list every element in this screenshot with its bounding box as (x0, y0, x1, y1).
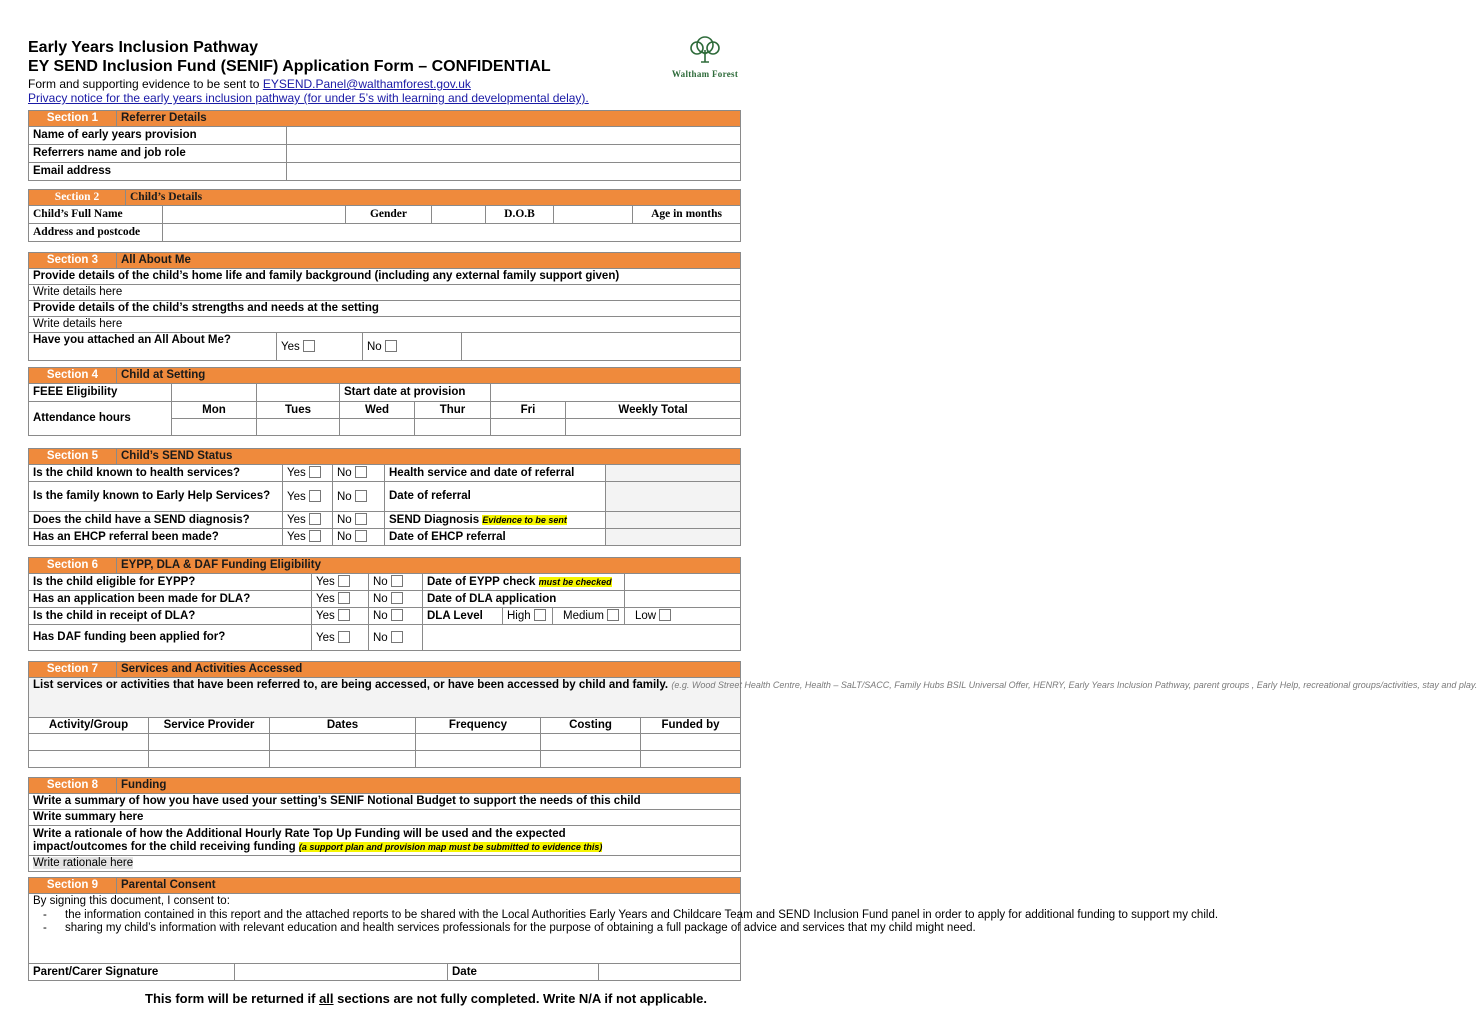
no-checkbox[interactable] (391, 592, 403, 604)
ehcp-yes[interactable] (283, 529, 333, 546)
health-referral-field[interactable] (606, 465, 741, 482)
yes-label: Yes (281, 340, 300, 353)
no-checkbox[interactable] (391, 631, 403, 643)
frequency-cell[interactable] (416, 734, 541, 751)
consent-item: - sharing my child’s information with relevant education and health services professionals for the purpose of obtaining a full package of advice and services that my child might need. (33, 922, 736, 936)
dla-receipt-question: Is the child in receipt of DLA? (29, 608, 312, 625)
no-label: No (373, 610, 388, 622)
yes-checkbox[interactable] (309, 513, 321, 525)
early-help-question: Is the family known to Early Help Services? (29, 482, 283, 512)
day-fri: Fri (491, 402, 566, 419)
day-thur: Thur (415, 402, 491, 419)
referrer-name-field[interactable] (287, 145, 741, 163)
strengths-answer[interactable]: Write details here (29, 317, 741, 333)
no-label: No (337, 467, 352, 479)
health-referral-label: Health service and date of referral (385, 465, 606, 482)
costing-cell[interactable] (541, 734, 641, 751)
no-label: No (367, 340, 382, 353)
funded-by-cell[interactable] (641, 751, 741, 768)
rationale-answer[interactable] (29, 856, 741, 872)
hours-weekly-total[interactable] (566, 419, 741, 436)
section-7-title: Services and Activities Accessed (117, 662, 741, 678)
hours-thur[interactable] (415, 419, 491, 436)
no-label: No (337, 490, 352, 503)
dob-label: D.O.B (486, 206, 554, 224)
home-life-question: Provide details of the child’s home life and family background (including any external family support given) (29, 269, 741, 285)
eypp-no[interactable] (369, 574, 423, 591)
yes-checkbox[interactable] (338, 592, 350, 604)
high-checkbox[interactable] (534, 609, 546, 621)
health-services-no[interactable] (333, 465, 385, 482)
section-9-parental-consent (28, 877, 1219, 981)
all-about-me-question: Have you attached an All About Me? (29, 333, 277, 361)
tree-icon (683, 34, 727, 64)
section-3-all-about-me (28, 252, 741, 361)
yes-label: Yes (287, 514, 306, 526)
dla-level-label: DLA Level (423, 608, 503, 625)
costing-cell[interactable] (541, 751, 641, 768)
ehcp-referral-label: Date of EHCP referral (385, 529, 606, 546)
dob-field[interactable] (554, 206, 633, 224)
attendance-hours-label: Attendance hours (29, 402, 172, 436)
no-label: No (373, 631, 388, 644)
dla-application-date-field[interactable] (625, 591, 741, 608)
hours-wed[interactable] (340, 419, 415, 436)
title-line-2: EY SEND Inclusion Fund (SENIF) Application Form – CONFIDENTIAL (28, 58, 551, 75)
section-2-number: Section 2 (29, 190, 126, 206)
section-3-title: All About Me (117, 253, 741, 269)
no-checkbox[interactable] (385, 340, 397, 352)
section-7-services (28, 661, 1477, 768)
support-plan-note: (a support plan and provision map must be submitted to evidence this) (298, 841, 603, 852)
section-6-title: EYPP, DLA & DAF Funding Eligibility (117, 558, 741, 574)
feee-eligibility-field[interactable] (172, 384, 257, 402)
health-services-yes[interactable] (283, 465, 333, 482)
no-label: No (373, 593, 388, 605)
dla-application-date-label: Date of DLA application (423, 591, 625, 608)
no-checkbox[interactable] (391, 609, 403, 621)
dla-receipt-no[interactable] (369, 608, 423, 625)
consent-list (33, 908, 1219, 936)
top-up-rationale-question (29, 826, 741, 856)
section-1-title: Referrer Details (117, 111, 741, 127)
section-5-title: Child’s SEND Status (117, 449, 741, 465)
send-diagnosis-text: SEND Diagnosis (389, 513, 480, 526)
eypp-question: Is the child eligible for EYPP? (29, 574, 312, 591)
hours-fri[interactable] (491, 419, 566, 436)
provider-cell[interactable] (149, 734, 270, 751)
col-funded-by: Funded by (641, 718, 741, 734)
yes-checkbox[interactable] (309, 466, 321, 478)
yes-label: Yes (316, 610, 335, 622)
activity-cell[interactable] (29, 751, 149, 768)
send-to-prefix: Form and supporting evidence to be sent to (28, 77, 263, 91)
dates-cell[interactable] (270, 734, 416, 751)
hours-mon[interactable] (172, 419, 257, 436)
services-examples: (e.g. Wood Street Health Centre, Health – SaLT/SACC, Family Hubs BSIL Universal Offer, HENRY, Early Years Inclusion Pathway, parent groups , Early Help, recreational groups/activities, stay and play. (671, 680, 1477, 690)
section-8-funding (28, 777, 741, 872)
hours-tues[interactable] (257, 419, 340, 436)
send-to-line (28, 77, 471, 91)
section-1-referrer-details (28, 110, 741, 181)
form-title (28, 38, 551, 76)
address-field[interactable] (163, 224, 741, 242)
privacy-notice-link[interactable]: Privacy notice for the early years inclusion pathway (for under 5’s with learning and developmental delay). (28, 91, 589, 105)
activity-cell[interactable] (29, 734, 149, 751)
section-5-number: Section 5 (29, 449, 117, 465)
home-life-answer[interactable]: Write details here (29, 285, 741, 301)
footer-warning (0, 991, 770, 1006)
notional-budget-answer[interactable]: Write summary here (29, 810, 741, 826)
date-field[interactable] (599, 964, 741, 981)
daf-yes[interactable] (312, 625, 369, 651)
day-mon: Mon (172, 402, 257, 419)
age-in-months-label: Age in months (633, 206, 741, 224)
council-logo (665, 34, 745, 79)
eypp-check-field[interactable] (625, 574, 741, 591)
send-diagnosis-no[interactable] (333, 512, 385, 529)
section-1-number: Section 1 (29, 111, 117, 127)
col-dates: Dates (270, 718, 416, 734)
yes-label: Yes (316, 631, 335, 644)
high-label: High (507, 610, 531, 622)
funded-by-cell[interactable] (641, 734, 741, 751)
section-3-number: Section 3 (29, 253, 117, 269)
consent-text (29, 894, 1219, 964)
no-checkbox[interactable] (355, 530, 367, 542)
yes-label: Yes (287, 531, 306, 543)
send-diagnosis-field[interactable] (606, 512, 741, 529)
section-4-title: Child at Setting (117, 368, 741, 384)
early-help-no[interactable] (333, 482, 385, 512)
footer-all: all (319, 991, 334, 1006)
section-6-funding-eligibility (28, 557, 741, 651)
date-label: Date (448, 964, 599, 981)
child-full-name-field[interactable] (163, 206, 346, 224)
rationale-answer-text: Write rationale here (33, 857, 134, 869)
section-4-number: Section 4 (29, 368, 117, 384)
dla-application-question: Has an application been made for DLA? (29, 591, 312, 608)
dla-level-medium[interactable] (553, 608, 625, 625)
yes-label: Yes (316, 593, 335, 605)
email-address-field[interactable] (287, 163, 741, 181)
send-diagnosis-yes[interactable] (283, 512, 333, 529)
eypp-yes[interactable] (312, 574, 369, 591)
yes-checkbox[interactable] (338, 631, 350, 643)
no-label: No (337, 514, 352, 526)
no-checkbox[interactable] (355, 466, 367, 478)
section-8-number: Section 8 (29, 778, 117, 794)
daf-no[interactable] (369, 625, 423, 651)
evidence-note: Evidence to be sent (482, 514, 567, 525)
dla-level-low[interactable] (625, 608, 741, 625)
footer-pre: This form will be returned if (145, 991, 320, 1006)
dla-level-high[interactable] (503, 608, 553, 625)
yes-checkbox[interactable] (338, 609, 350, 621)
section-5-send-status (28, 448, 741, 546)
col-costing: Costing (541, 718, 641, 734)
eypp-check-text: Date of EYPP check (427, 575, 536, 588)
yes-label: Yes (287, 467, 306, 479)
ehcp-question: Has an EHCP referral been made? (29, 529, 283, 546)
consent-intro: By signing this document, I consent to: (33, 895, 230, 907)
col-frequency: Frequency (416, 718, 541, 734)
logo-text: Waltham Forest (671, 69, 739, 79)
low-checkbox[interactable] (659, 609, 671, 621)
table-row (29, 734, 741, 751)
section-2-childs-details (28, 189, 741, 242)
no-label: No (373, 576, 388, 588)
section-6-number: Section 6 (29, 558, 117, 574)
early-help-referral-field[interactable] (606, 482, 741, 512)
section-7-number: Section 7 (29, 662, 117, 678)
table-row (29, 751, 741, 768)
email-link[interactable]: EYSEND.Panel@walthamforest.gov.uk (262, 77, 471, 91)
section-9-number: Section 9 (29, 878, 117, 894)
yes-checkbox[interactable] (303, 340, 315, 352)
gender-label: Gender (346, 206, 432, 224)
all-about-me-yes[interactable] (277, 333, 363, 361)
day-wed: Wed (340, 402, 415, 419)
gender-field[interactable] (432, 206, 486, 224)
health-services-question: Is the child known to health services? (29, 465, 283, 482)
section-9-title: Parental Consent (117, 878, 741, 894)
blank-cell (423, 625, 741, 651)
send-diagnosis-question: Does the child have a SEND diagnosis? (29, 512, 283, 529)
rationale-line-1: Write a rationale of how the Additional Hourly Rate Top Up Funding will be used and the expected (33, 827, 566, 840)
early-help-yes[interactable] (283, 482, 333, 512)
footer-post: sections are not fully completed. Write N/A if not applicable. (333, 991, 707, 1006)
title-line-1: Early Years Inclusion Pathway (28, 39, 259, 56)
all-about-me-no[interactable] (363, 333, 462, 361)
ehcp-no[interactable] (333, 529, 385, 546)
no-checkbox[interactable] (355, 490, 367, 502)
section-4-child-at-setting (28, 367, 741, 436)
address-label: Address and postcode (29, 224, 163, 242)
consent-item: - the information contained in this report and the attached reports to be shared with the Local Authorities Early Years and Childcare Team and SEND Inclusion Fund panel in order to apply for additional funding to support my child. (33, 909, 736, 923)
weekly-total-label: Weekly Total (566, 402, 741, 419)
yes-label: Yes (316, 576, 335, 588)
low-label: Low (635, 610, 657, 622)
provider-cell[interactable] (149, 751, 270, 768)
section-2-title: Child’s Details (126, 190, 741, 206)
dates-cell[interactable] (270, 751, 416, 768)
daf-question: Has DAF funding been applied for? (29, 625, 312, 651)
yes-checkbox[interactable] (309, 490, 321, 502)
blank-cell (462, 333, 741, 361)
no-checkbox[interactable] (355, 513, 367, 525)
provision-name-field[interactable] (287, 127, 741, 145)
provision-name-label: Name of early years provision (29, 127, 287, 145)
early-help-referral-label: Date of referral (385, 482, 606, 512)
dla-application-no[interactable] (369, 591, 423, 608)
medium-label: Medium (563, 610, 604, 622)
strengths-question: Provide details of the child’s strengths and needs at the setting (29, 301, 741, 317)
frequency-cell[interactable] (416, 751, 541, 768)
rationale-line-2 (33, 841, 736, 854)
dla-receipt-yes[interactable] (312, 608, 369, 625)
yes-label: Yes (287, 490, 306, 503)
must-be-checked-note: must be checked (538, 576, 612, 587)
ehcp-referral-field[interactable] (606, 529, 741, 546)
start-date-label: Start date at provision (340, 384, 491, 402)
referrer-name-label: Referrers name and job role (29, 145, 287, 163)
medium-checkbox[interactable] (607, 609, 619, 621)
dla-application-yes[interactable] (312, 591, 369, 608)
feee-extra-field[interactable] (257, 384, 340, 402)
yes-checkbox[interactable] (338, 575, 350, 587)
signature-label: Parent/Carer Signature (29, 964, 235, 981)
day-tues: Tues (257, 402, 340, 419)
child-full-name-label: Child’s Full Name (29, 206, 163, 224)
notional-budget-question: Write a summary of how you have used your setting’s SENIF Notional Budget to support the needs of this child (29, 794, 741, 810)
signature-field[interactable] (235, 964, 448, 981)
rationale-line-2-text: impact/outcomes for the child receiving funding (33, 840, 296, 853)
yes-checkbox[interactable] (309, 530, 321, 542)
no-checkbox[interactable] (391, 575, 403, 587)
no-label: No (337, 531, 352, 543)
section-8-title: Funding (117, 778, 741, 794)
col-activity: Activity/Group (29, 718, 149, 734)
services-intro (29, 678, 1477, 718)
email-address-label: Email address (29, 163, 287, 181)
start-date-field[interactable] (491, 384, 741, 402)
eypp-check-label (423, 574, 625, 591)
services-intro-text: List services or activities that have been referred to, are being accessed, or have been accessed by child and family. (33, 679, 669, 691)
feee-eligibility-label: FEEE Eligibility (29, 384, 172, 402)
col-provider: Service Provider (149, 718, 270, 734)
send-diagnosis-label (385, 512, 606, 529)
